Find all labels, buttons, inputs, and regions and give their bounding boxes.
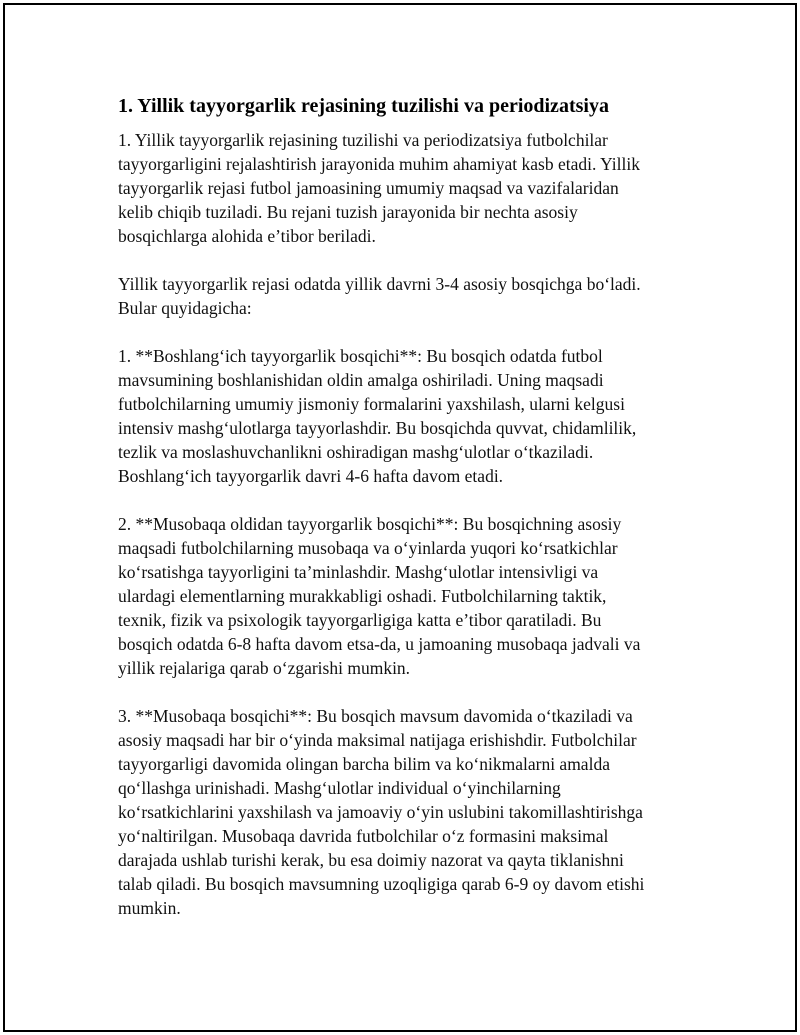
text-line: yillik rejalariga qarab o‘zgarishi mumkin. xyxy=(118,658,411,678)
text-line: bosqichlarga alohida e’tibor beriladi. xyxy=(118,226,376,246)
text-line: maqsadi futbolchilarning musobaqa va o‘yinlarda yuqori ko‘rsatkichlar xyxy=(118,538,618,558)
text-line: tayyorgarligini rejalashtirish jarayonida muhim ahamiyat kasb etadi. Yillik xyxy=(118,154,640,174)
text-line: ko‘rsatkichlarini yaxshilash va jamoaviy o‘yin uslubini takomillashtirishga xyxy=(118,802,643,822)
paragraph-gap xyxy=(118,248,678,272)
text-line: Yillik tayyorgarlik rejasi odatda yillik davrni 3-4 asosiy bosqichga bo‘ladi. xyxy=(118,274,641,294)
section-heading: 1. Yillik tayyorgarlik rejasining tuzilishi va periodizatsiya xyxy=(118,95,609,117)
text-line: mavsumining boshlanishidan oldin amalga oshiriladi. Uning maqsadi xyxy=(118,370,604,390)
paragraph-gap xyxy=(118,320,678,344)
text-line: 1. **Boshlang‘ich tayyorgarlik bosqichi**: Bu bosqich odatda futbol xyxy=(118,346,603,366)
text-line: 1. Yillik tayyorgarlik rejasining tuzilishi va periodizatsiya futbolchilar xyxy=(118,130,608,150)
text-line: ko‘rsatishga tayyorligini ta’minlashdir. Mashg‘ulotlar intensivligi va xyxy=(118,562,599,582)
text-line: darajada ushlab turishi kerak, bu esa doimiy nazorat va qayta tiklanishni xyxy=(118,850,624,870)
text-line: futbolchilarning umumiy jismoniy formalarini yaxshilash, ularni kelgusi xyxy=(118,394,625,414)
paragraph-gap xyxy=(118,680,678,704)
text-line: yo‘naltirilgan. Musobaqa davrida futbolchilar o‘z formasini maksimal xyxy=(118,826,609,846)
text-line: mumkin. xyxy=(118,898,181,918)
text-line: 2. **Musobaqa oldidan tayyorgarlik bosqichi**: Bu bosqichning asosiy xyxy=(118,514,622,534)
text-line: talab qiladi. Bu bosqich mavsumning uzoqligiga qarab 6-9 oy davom etishi xyxy=(118,874,645,894)
paragraph-stage-3 xyxy=(118,704,678,920)
paragraph-stage-2 xyxy=(118,512,678,680)
text-line: intensiv mashg‘ulotlarga tayyorlashdir. Bu bosqichda quvvat, chidamlilik, xyxy=(118,418,637,438)
text-line: tayyorgarlik rejasi futbol jamoasining umumiy maqsad va vazifalaridan xyxy=(118,178,619,198)
text-line: kelib chiqib tuziladi. Bu rejani tuzish jarayonida bir nechta asosiy xyxy=(118,202,578,222)
text-line: tezlik va moslashuvchanlikni oshiradigan mashg‘ulotlar o‘tkaziladi. xyxy=(118,442,594,462)
paragraph-stage-1 xyxy=(118,344,678,488)
document-body xyxy=(118,94,678,920)
text-line: Bular quyidagicha: xyxy=(118,298,252,318)
text-line: ulardagi elementlarning murakkabligi oshadi. Futbolchilarning taktik, xyxy=(118,586,607,606)
text-line: bosqich odatda 6-8 hafta davom etsa-da, u jamoaning musobaqa jadvali va xyxy=(118,634,641,654)
text-line: qo‘llashga urinishadi. Mashg‘ulotlar individual o‘yinchilarning xyxy=(118,778,561,798)
paragraph-gap xyxy=(118,488,678,512)
paragraph-overview xyxy=(118,272,678,320)
text-line: tayyorgarligi davomida olingan barcha bilim va ko‘nikmalarni amalda xyxy=(118,754,610,774)
paragraph-intro xyxy=(118,128,678,248)
text-line: Boshlang‘ich tayyorgarlik davri 4-6 hafta davom etadi. xyxy=(118,466,504,486)
text-line: asosiy maqsadi har bir o‘yinda maksimal natijaga erishishdir. Futbolchilar xyxy=(118,730,637,750)
text-line: 3. **Musobaqa bosqichi**: Bu bosqich mavsum davomida o‘tkaziladi va xyxy=(118,706,633,726)
text-line: texnik, fizik va psixologik tayyorgarligiga katta e’tibor qaratiladi. Bu xyxy=(118,610,602,630)
